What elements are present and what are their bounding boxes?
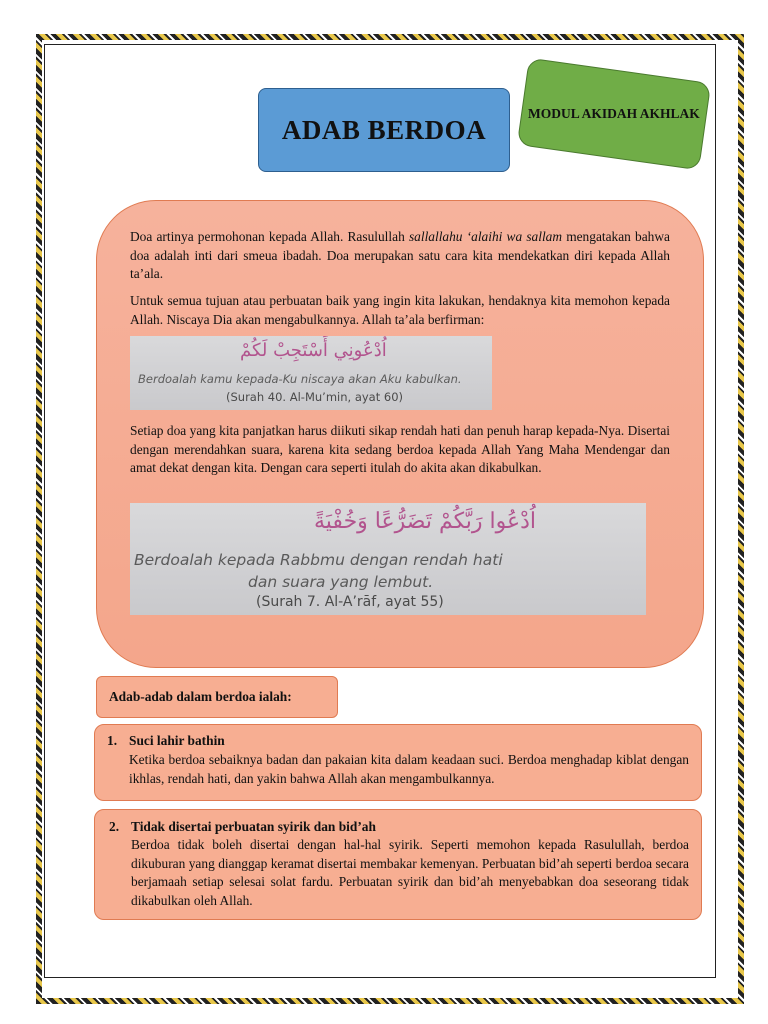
item-2-number: 2. bbox=[109, 819, 120, 834]
verse-1-reference: (Surah 40. Al-Mu’min, ayat 60) bbox=[226, 390, 403, 404]
item-1-number: 1. bbox=[107, 733, 118, 748]
modul-badge-label: MODUL AKIDAH AKHLAK bbox=[528, 106, 700, 121]
intro-p1-text: Doa artinya permohonan kepada Allah. Rasulullah bbox=[130, 229, 409, 244]
intro-paragraph-3: Setiap doa yang kita panjatkan harus diikuti sikap rendah hati dan penuh harap kepada-Nya. Disertai dengan merendahkan suara, karena kita sedang berdoa kepada Allah Yang Maha Mendengar dan amat dekat dengan kita. Dengan cara seperti itulah do akita akan dikabulkan. bbox=[130, 423, 670, 475]
item-2-heading: Tidak disertai perbuatan syirik dan bid’ah bbox=[131, 819, 376, 834]
verse-2-translation-line-2: dan suara yang lembut. bbox=[248, 573, 434, 591]
verse-2-reference: (Surah 7. Al-A’rāf, ayat 55) bbox=[256, 594, 444, 610]
verse-1-arabic: اُدْعُونِي أَسْتَجِبْ لَكُمْ bbox=[240, 340, 387, 361]
item-1-body: Ketika berdoa sebaiknya badan dan pakaian kita dalam keadaan suci. Berdoa menghadap kiblat dengan ikhlas, rendah hati, dan yakin bahwa Allah akan mengambulkannya. bbox=[129, 752, 689, 786]
item-1-heading: Suci lahir bathin bbox=[129, 733, 225, 748]
verse-2-arabic: اُدْعُوا رَبَّكُمْ تَضَرُّعًا وَخُفْيَةً bbox=[314, 509, 536, 534]
intro-paragraph-2: Untuk semua tujuan atau perbuatan baik yang ingin kita lakukan, hendaknya kita memohon kepada Allah. Niscaya Dia akan mengabulkannya. Allah ta’ala berfirman: bbox=[130, 293, 670, 327]
verse-image-2 bbox=[130, 503, 646, 615]
item-2-body: Berdoa tidak boleh disertai dengan hal-hal syirik. Seperti memohon kepada Rasulullah, berdoa dikuburan yang dianggap keramat disertai membakar kemenyan. Perbuatan bid’ah seperti berdoa secara berjamaah setiap selesai solat fardu. Perbuatan syirik dan bid’ah menyebabkan doa seseorang tidak dikabulkan oleh Allah. bbox=[131, 837, 689, 908]
page-title: ADAB BERDOA bbox=[258, 88, 510, 172]
intro-p1-text-end: mengatakan bahwa doa adalah inti dari smeua ibadah. Doa merupakan satu cara kita mendekatkan diri kepada Allah ta’ala. bbox=[130, 229, 670, 281]
verse-image-1 bbox=[130, 336, 492, 410]
adab-heading: Adab-adab dalam berdoa ialah: bbox=[96, 676, 338, 718]
adab-item-2 bbox=[94, 809, 702, 920]
adab-item-1 bbox=[94, 724, 702, 801]
verse-1-translation: Berdoalah kamu kepada-Ku niscaya akan Aku kabulkan. bbox=[138, 372, 462, 386]
intro-p1-italic: sallallahu ‘alaihi wa sallam bbox=[408, 229, 563, 244]
verse-2-translation-line-1: Berdoalah kepada Rabbmu dengan rendah hati bbox=[134, 551, 503, 569]
intro-paragraph-1 bbox=[130, 228, 670, 284]
